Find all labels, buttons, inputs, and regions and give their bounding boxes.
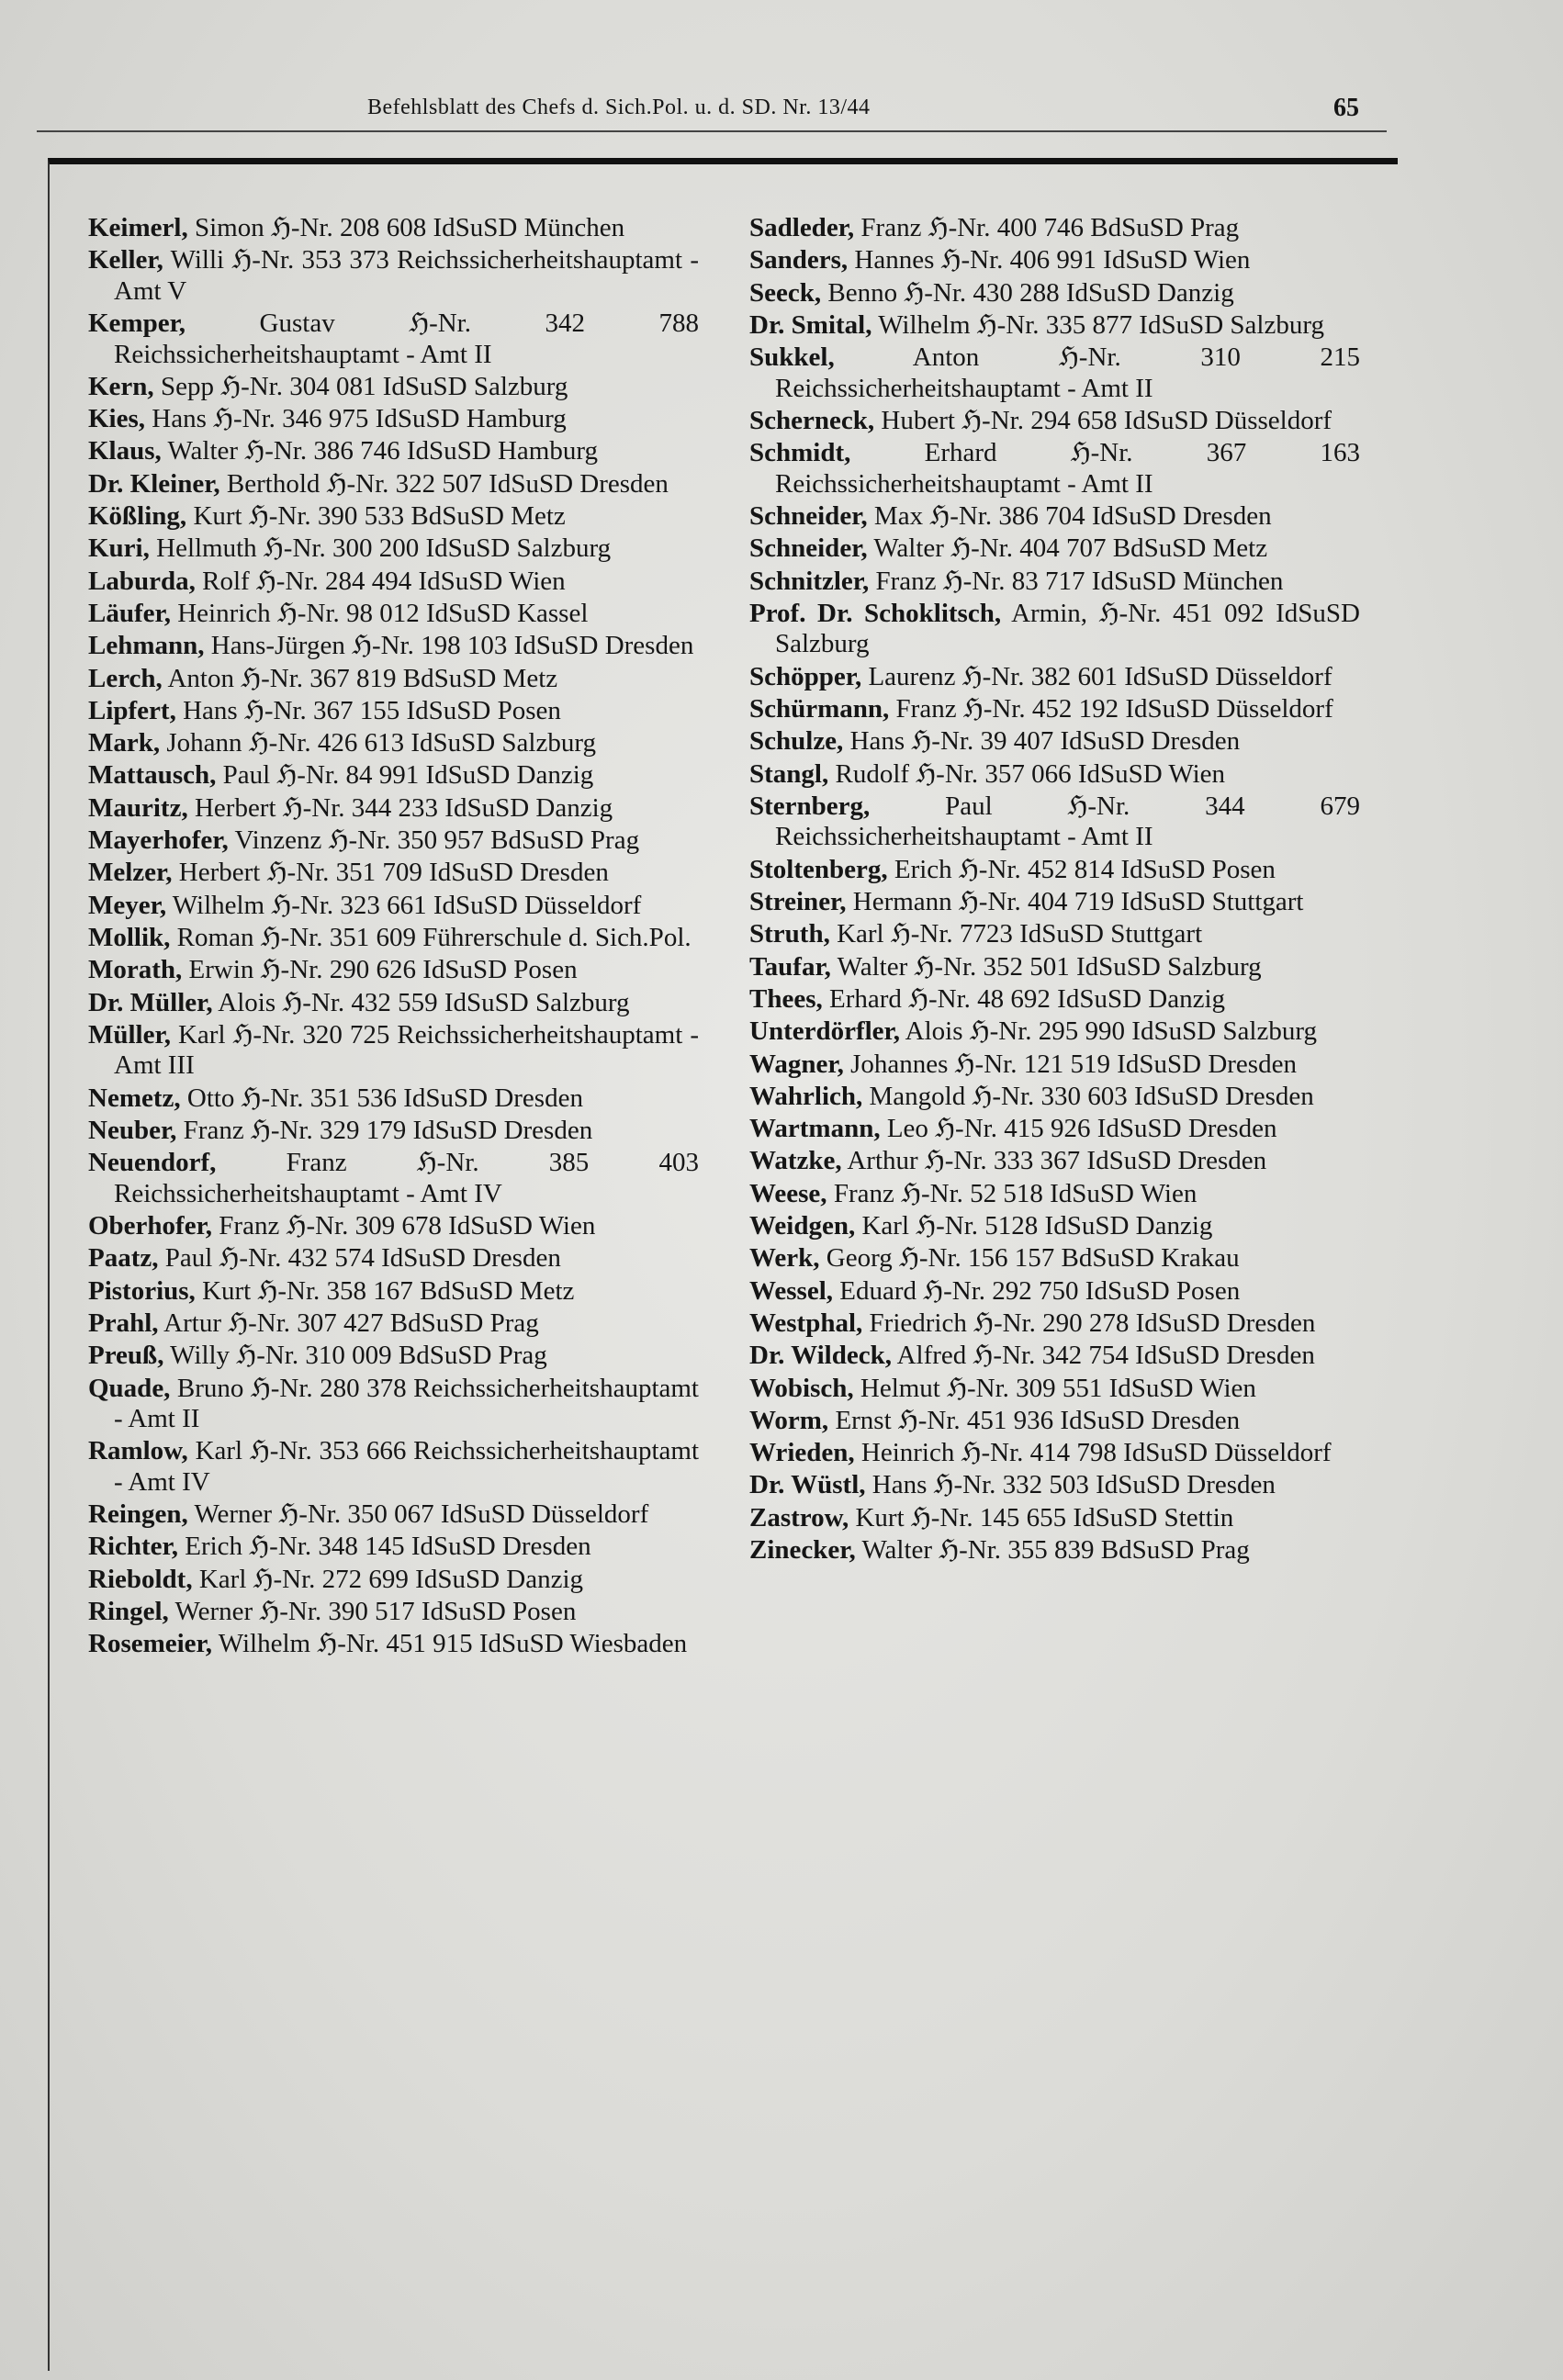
entry-surname: Keller,	[88, 245, 163, 275]
entry-surname: Schulze,	[749, 726, 844, 757]
entry-details: Sepp ℌ-Nr. 304 081 IdSuSD Salzburg	[153, 371, 568, 401]
personnel-entry	[88, 631, 699, 662]
personnel-entry	[749, 438, 1360, 500]
personnel-entry	[88, 533, 699, 565]
entry-details: Walter ℌ-Nr. 386 746 IdSuSD Hamburg	[161, 436, 598, 466]
entry-surname: Reingen,	[88, 1499, 188, 1530]
entry-details: Alois ℌ-Nr. 432 559 IdSuSD Salzburg	[212, 987, 630, 1017]
entry-surname: Zinecker,	[749, 1534, 856, 1565]
entry-details: Karl ℌ-Nr. 353 666 Reichssicherheitshauptamt - Amt IV	[114, 1436, 699, 1497]
personnel-entry	[749, 1050, 1360, 1081]
entry-surname: Watzke,	[749, 1146, 842, 1176]
entry-details: Karl ℌ-Nr. 320 725 Reichssicherheitshauptamt - Amt III	[114, 1019, 699, 1081]
personnel-entry	[88, 1243, 699, 1274]
personnel-entry	[749, 952, 1360, 983]
personnel-entry	[88, 1597, 699, 1628]
entry-surname: Wahrlich,	[749, 1081, 863, 1111]
entry-details: Bruno ℌ-Nr. 280 378 Reichssicherheitshauptamt - Amt II	[114, 1373, 699, 1433]
entry-details: Artur ℌ-Nr. 307 427 BdSuSD Prag	[158, 1308, 539, 1338]
entry-details: Kurt ℌ-Nr. 358 167 BdSuSD Metz	[195, 1275, 575, 1306]
personnel-entry	[88, 469, 699, 500]
entry-details: Rudolf ℌ-Nr. 357 066 IdSuSD Wien	[828, 758, 1226, 789]
entry-details: Alfred ℌ-Nr. 342 754 IdSuSD Dresden	[891, 1341, 1315, 1371]
entry-surname: Thees,	[749, 983, 823, 1014]
personnel-entry	[88, 404, 699, 435]
entry-surname: Werk,	[749, 1243, 820, 1274]
entry-details: Armin, ℌ-Nr. 451 092 IdSuSD Salzburg	[775, 598, 1360, 659]
entry-surname: Stoltenberg,	[749, 854, 888, 884]
entry-details: Karl ℌ-Nr. 5128 IdSuSD Danzig	[855, 1211, 1213, 1241]
personnel-entry	[88, 1148, 699, 1209]
personnel-entry	[88, 988, 699, 1019]
header-rule	[37, 130, 1387, 132]
entry-surname: Worm,	[749, 1405, 829, 1435]
personnel-entry	[88, 213, 699, 244]
personnel-entry	[88, 1083, 699, 1115]
personnel-entry	[749, 662, 1360, 693]
personnel-entry	[749, 1341, 1360, 1372]
personnel-entry	[749, 567, 1360, 598]
entry-surname: Zastrow,	[749, 1502, 849, 1532]
entry-surname: Prahl,	[88, 1308, 159, 1338]
personnel-entry	[88, 1308, 699, 1340]
entry-surname: Mollik,	[88, 922, 171, 952]
entry-surname: Weidgen,	[749, 1211, 856, 1241]
personnel-entry	[749, 759, 1360, 791]
personnel-entry	[749, 1503, 1360, 1534]
entry-details: Eduard ℌ-Nr. 292 750 IdSuSD Posen	[833, 1275, 1241, 1306]
right-column	[749, 213, 1360, 1567]
personnel-entry	[88, 1565, 699, 1596]
entry-details: Benno ℌ-Nr. 430 288 IdSuSD Danzig	[821, 277, 1234, 308]
personnel-entry	[749, 406, 1360, 437]
personnel-entry	[749, 1146, 1360, 1177]
entry-details: Paul ℌ-Nr. 432 574 IdSuSD Dresden	[158, 1243, 561, 1274]
entry-details: Hellmuth ℌ-Nr. 300 200 IdSuSD Salzburg	[149, 533, 612, 564]
entry-surname: Struth,	[749, 919, 830, 949]
personnel-entry	[749, 599, 1360, 660]
personnel-entry	[88, 825, 699, 857]
entry-surname: Wartmann,	[749, 1114, 881, 1144]
entry-surname: Sukkel,	[749, 342, 835, 373]
personnel-entry	[88, 501, 699, 533]
personnel-entry	[88, 923, 699, 954]
personnel-entry	[749, 310, 1360, 342]
personnel-entry	[749, 278, 1360, 309]
personnel-entry	[88, 1116, 699, 1147]
entry-details: Heinrich ℌ-Nr. 98 012 IdSuSD Kassel	[170, 598, 589, 628]
entry-details: Laurenz ℌ-Nr. 382 601 IdSuSD Düsseldorf	[861, 661, 1332, 691]
personnel-entry	[88, 1499, 699, 1531]
entry-details: Hans ℌ-Nr. 367 155 IdSuSD Posen	[175, 695, 561, 725]
entry-details: Franz ℌ-Nr. 400 746 BdSuSD Prag	[854, 213, 1240, 242]
personnel-entry	[749, 887, 1360, 918]
personnel-entry	[749, 919, 1360, 950]
entry-details: Werner ℌ-Nr. 390 517 IdSuSD Posen	[168, 1596, 577, 1626]
entry-surname: Seeck,	[749, 277, 822, 308]
entry-surname: Neuber,	[88, 1115, 177, 1145]
personnel-entry	[88, 1341, 699, 1372]
entry-details: Hannes ℌ-Nr. 406 991 IdSuSD Wien	[848, 245, 1251, 275]
personnel-entry	[749, 984, 1360, 1016]
personnel-entry	[749, 1470, 1360, 1501]
personnel-entry	[749, 533, 1360, 565]
personnel-entry	[749, 1082, 1360, 1113]
entry-details: Kurt ℌ-Nr. 145 655 IdSuSD Stettin	[849, 1502, 1234, 1532]
personnel-entry	[88, 245, 699, 307]
entry-details: Erwin ℌ-Nr. 290 626 IdSuSD Posen	[182, 955, 578, 985]
entry-details: Willi ℌ-Nr. 353 373 Reichssicherheitshauptamt - Amt V	[114, 245, 699, 306]
personnel-entry	[749, 1276, 1360, 1308]
entry-details: Paul ℌ-Nr. 84 991 IdSuSD Danzig	[216, 760, 594, 791]
entry-surname: Scherneck,	[749, 405, 875, 435]
entry-details: Erhard ℌ-Nr. 367 163 Reichssicherheitshauptamt - Amt II	[775, 438, 1360, 499]
entry-details: Mangold ℌ-Nr. 330 603 IdSuSD Dresden	[862, 1081, 1314, 1111]
personnel-entry	[749, 1535, 1360, 1566]
entry-details: Erhard ℌ-Nr. 48 692 IdSuSD Danzig	[822, 983, 1226, 1014]
entry-details: Helmut ℌ-Nr. 309 551 IdSuSD Wien	[853, 1373, 1256, 1403]
personnel-entry	[88, 1436, 699, 1498]
entry-surname: Läufer,	[88, 598, 171, 628]
personnel-entry	[749, 1179, 1360, 1210]
personnel-entry	[88, 1276, 699, 1308]
entry-surname: Wagner,	[749, 1049, 844, 1079]
entry-surname: Taufar,	[749, 951, 831, 982]
entry-details: Werner ℌ-Nr. 350 067 IdSuSD Düsseldorf	[187, 1499, 649, 1530]
entry-surname: Müller,	[88, 1019, 171, 1050]
entry-surname: Meyer,	[88, 890, 167, 920]
entry-surname: Kies,	[88, 404, 146, 434]
entry-details: Simon ℌ-Nr. 208 608 IdSuSD München	[187, 213, 625, 242]
personnel-entry	[749, 342, 1360, 404]
personnel-entry	[749, 1308, 1360, 1340]
entry-surname: Klaus,	[88, 436, 162, 466]
entry-details: Hubert ℌ-Nr. 294 658 IdSuSD Düsseldorf	[874, 405, 1332, 435]
entry-surname: Schöpper,	[749, 661, 862, 691]
personnel-entry	[749, 245, 1360, 276]
personnel-entry	[749, 1243, 1360, 1274]
entry-surname: Weese,	[749, 1178, 827, 1208]
entry-surname: Pistorius,	[88, 1275, 196, 1306]
entry-details: Hermann ℌ-Nr. 404 719 IdSuSD Stuttgart	[846, 887, 1304, 917]
entry-details: Vinzenz ℌ-Nr. 350 957 BdSuSD Prag	[228, 825, 640, 856]
entry-surname: Quade,	[88, 1373, 171, 1403]
entry-surname: Nemetz,	[88, 1083, 181, 1113]
entry-surname: Streiner,	[749, 887, 847, 917]
entry-details: Otto ℌ-Nr. 351 536 IdSuSD Dresden	[180, 1083, 583, 1113]
entry-details: Alois ℌ-Nr. 295 990 IdSuSD Salzburg	[900, 1016, 1317, 1047]
personnel-entry	[88, 436, 699, 467]
entry-surname: Schmidt,	[749, 438, 851, 468]
entry-details: Franz ℌ-Nr. 385 403 Reichssicherheitshauptamt - Amt IV	[114, 1148, 699, 1208]
personnel-entry	[88, 1020, 699, 1082]
personnel-entry	[88, 567, 699, 598]
entry-surname: Lipfert,	[88, 695, 176, 725]
entry-details: Wilhelm ℌ-Nr. 323 661 IdSuSD Düsseldorf	[166, 890, 642, 920]
entry-surname: Unterdörfler,	[749, 1016, 901, 1047]
personnel-entry	[749, 1374, 1360, 1405]
entry-details: Max ℌ-Nr. 386 704 IdSuSD Dresden	[867, 501, 1272, 532]
personnel-entry	[749, 1438, 1360, 1469]
entry-details: Erich ℌ-Nr. 452 814 IdSuSD Posen	[887, 854, 1276, 884]
personnel-entry	[749, 726, 1360, 758]
entry-details: Willy ℌ-Nr. 310 009 BdSuSD Prag	[163, 1341, 547, 1371]
entry-details: Leo ℌ-Nr. 415 926 IdSuSD Dresden	[880, 1114, 1277, 1144]
personnel-entry	[88, 1532, 699, 1563]
entry-surname: Dr. Wüstl,	[749, 1470, 866, 1500]
entry-surname: Kuri,	[88, 533, 150, 564]
entry-details: Walter ℌ-Nr. 355 839 BdSuSD Prag	[855, 1534, 1250, 1565]
entry-surname: Ringel,	[88, 1596, 169, 1626]
entry-details: Wilhelm ℌ-Nr. 451 915 IdSuSD Wiesbaden	[212, 1629, 688, 1659]
entry-details: Heinrich ℌ-Nr. 414 798 IdSuSD Düsseldorf	[854, 1438, 1332, 1468]
entry-surname: Laburda,	[88, 566, 196, 596]
personnel-entry	[88, 891, 699, 922]
entry-surname: Wessel,	[749, 1275, 834, 1306]
entry-surname: Schneider,	[749, 533, 868, 564]
entry-details: Ernst ℌ-Nr. 451 936 IdSuSD Dresden	[828, 1405, 1241, 1435]
entry-details: Herbert ℌ-Nr. 351 709 IdSuSD Dresden	[172, 858, 609, 888]
entry-surname: Sternberg,	[749, 791, 871, 821]
entry-details: Hans-Jürgen ℌ-Nr. 198 103 IdSuSD Dresden	[204, 631, 694, 661]
entry-surname: Mattausch,	[88, 760, 217, 791]
personnel-entry	[88, 858, 699, 889]
entry-surname: Dr. Kleiner,	[88, 468, 220, 499]
entry-details: Anton ℌ-Nr. 367 819 BdSuSD Metz	[162, 663, 558, 693]
entry-surname: Melzer,	[88, 858, 173, 888]
entry-details: Gustav ℌ-Nr. 342 788 Reichssicherheitshauptamt - Amt II	[114, 309, 699, 369]
entry-details: Anton ℌ-Nr. 310 215 Reichssicherheitshauptamt - Amt II	[775, 342, 1360, 403]
running-head: Befehlsblatt des Chefs d. Sich.Pol. u. d. SD. Nr. 13/44	[367, 95, 871, 119]
entry-details: Hans ℌ-Nr. 332 503 IdSuSD Dresden	[865, 1470, 1276, 1500]
entry-surname: Rieboldt,	[88, 1564, 193, 1594]
personnel-entry	[88, 309, 699, 370]
personnel-entry	[749, 213, 1360, 244]
entry-details: Friedrich ℌ-Nr. 290 278 IdSuSD Dresden	[862, 1308, 1316, 1338]
personnel-entry	[749, 1016, 1360, 1048]
entry-details: Franz ℌ-Nr. 309 678 IdSuSD Wien	[212, 1211, 596, 1241]
entry-surname: Wrieden,	[749, 1438, 855, 1468]
entry-details: Wilhelm ℌ-Nr. 335 877 IdSuSD Salzburg	[871, 309, 1324, 340]
entry-surname: Richter,	[88, 1532, 178, 1562]
entry-surname: Kern,	[88, 371, 154, 401]
entry-surname: Schneider,	[749, 501, 868, 532]
entry-surname: Lehmann,	[88, 631, 205, 661]
entry-surname: Mayerhofer,	[88, 825, 229, 856]
entry-details: Roman ℌ-Nr. 351 609 Führerschule d. Sich.Pol.	[170, 922, 692, 952]
entry-surname: Preuß,	[88, 1341, 164, 1371]
entry-surname: Neuendorf,	[88, 1148, 217, 1178]
entry-surname: Sanders,	[749, 245, 849, 275]
entry-details: Franz ℌ-Nr. 52 518 IdSuSD Wien	[826, 1178, 1198, 1208]
entry-surname: Stangl,	[749, 758, 829, 789]
entry-surname: Mark,	[88, 728, 161, 758]
entry-details: Franz ℌ-Nr. 452 192 IdSuSD Düsseldorf	[889, 694, 1333, 724]
personnel-entry	[749, 694, 1360, 725]
personnel-entry	[749, 1114, 1360, 1145]
entry-surname: Rosemeier,	[88, 1629, 213, 1659]
personnel-entry	[749, 1211, 1360, 1242]
entry-surname: Westphal,	[749, 1308, 863, 1338]
entry-details: Erich ℌ-Nr. 348 145 IdSuSD Dresden	[178, 1532, 591, 1562]
entry-surname: Kößling,	[88, 501, 187, 532]
entry-surname: Lerch,	[88, 663, 163, 693]
entry-surname: Oberhofer,	[88, 1211, 213, 1241]
personnel-entry	[749, 791, 1360, 853]
personnel-entry	[88, 599, 699, 630]
entry-surname: Dr. Wildeck,	[749, 1341, 892, 1371]
entry-details: Georg ℌ-Nr. 156 157 BdSuSD Krakau	[819, 1243, 1240, 1274]
personnel-entry	[88, 1374, 699, 1435]
personnel-entry	[88, 955, 699, 986]
entry-surname: Dr. Smital,	[749, 309, 872, 340]
personnel-entry	[88, 793, 699, 825]
entry-surname: Schnitzler,	[749, 566, 870, 596]
entry-surname: Paatz,	[88, 1243, 159, 1274]
entry-details: Johannes ℌ-Nr. 121 519 IdSuSD Dresden	[843, 1049, 1297, 1079]
personnel-entry	[88, 760, 699, 791]
personnel-entry	[749, 855, 1360, 886]
entry-details: Herbert ℌ-Nr. 344 233 IdSuSD Danzig	[187, 792, 613, 823]
personnel-entry	[88, 1211, 699, 1242]
entry-details: Walter ℌ-Nr. 404 707 BdSuSD Metz	[867, 533, 1268, 564]
entry-surname: Keimerl,	[88, 213, 188, 242]
entry-details: Karl ℌ-Nr. 7723 IdSuSD Stuttgart	[829, 919, 1203, 949]
entry-details: Franz ℌ-Nr. 329 179 IdSuSD Dresden	[176, 1115, 593, 1145]
entry-details: Karl ℌ-Nr. 272 699 IdSuSD Danzig	[192, 1564, 584, 1594]
page-number: 65	[1333, 94, 1359, 122]
entry-surname: Dr. Müller,	[88, 987, 213, 1017]
personnel-entry	[749, 501, 1360, 533]
entry-details: Paul ℌ-Nr. 344 679 Reichssicherheitshauptamt - Amt II	[775, 791, 1360, 852]
entry-surname: Prof. Dr. Schoklitsch,	[749, 598, 1002, 628]
entry-details: Hans ℌ-Nr. 346 975 IdSuSD Hamburg	[145, 404, 567, 434]
personnel-entry	[88, 696, 699, 727]
entry-surname: Mauritz,	[88, 792, 188, 823]
left-column	[88, 213, 699, 1662]
entry-details: Kurt ℌ-Nr. 390 533 BdSuSD Metz	[186, 501, 566, 532]
entry-surname: Schürmann,	[749, 694, 890, 724]
entry-details: Rolf ℌ-Nr. 284 494 IdSuSD Wien	[195, 566, 566, 596]
entry-details: Johann ℌ-Nr. 426 613 IdSuSD Salzburg	[160, 728, 596, 758]
personnel-entry	[88, 664, 699, 695]
entry-details: Hans ℌ-Nr. 39 407 IdSuSD Dresden	[843, 726, 1241, 757]
entry-details: Walter ℌ-Nr. 352 501 IdSuSD Salzburg	[830, 951, 1262, 982]
entry-surname: Kemper,	[88, 309, 186, 339]
entry-surname: Ramlow,	[88, 1436, 188, 1466]
personnel-entry	[88, 728, 699, 759]
entry-details: Berthold ℌ-Nr. 322 507 IdSuSD Dresden	[219, 468, 669, 499]
entry-details: Arthur ℌ-Nr. 333 367 IdSuSD Dresden	[841, 1146, 1267, 1176]
entry-surname: Wobisch,	[749, 1373, 854, 1403]
entry-surname: Morath,	[88, 955, 183, 985]
entry-details: Franz ℌ-Nr. 83 717 IdSuSD München	[869, 566, 1284, 596]
personnel-entry	[749, 1406, 1360, 1437]
personnel-entry	[88, 1629, 699, 1660]
entry-surname: Sadleder,	[749, 213, 855, 242]
personnel-entry	[88, 372, 699, 403]
